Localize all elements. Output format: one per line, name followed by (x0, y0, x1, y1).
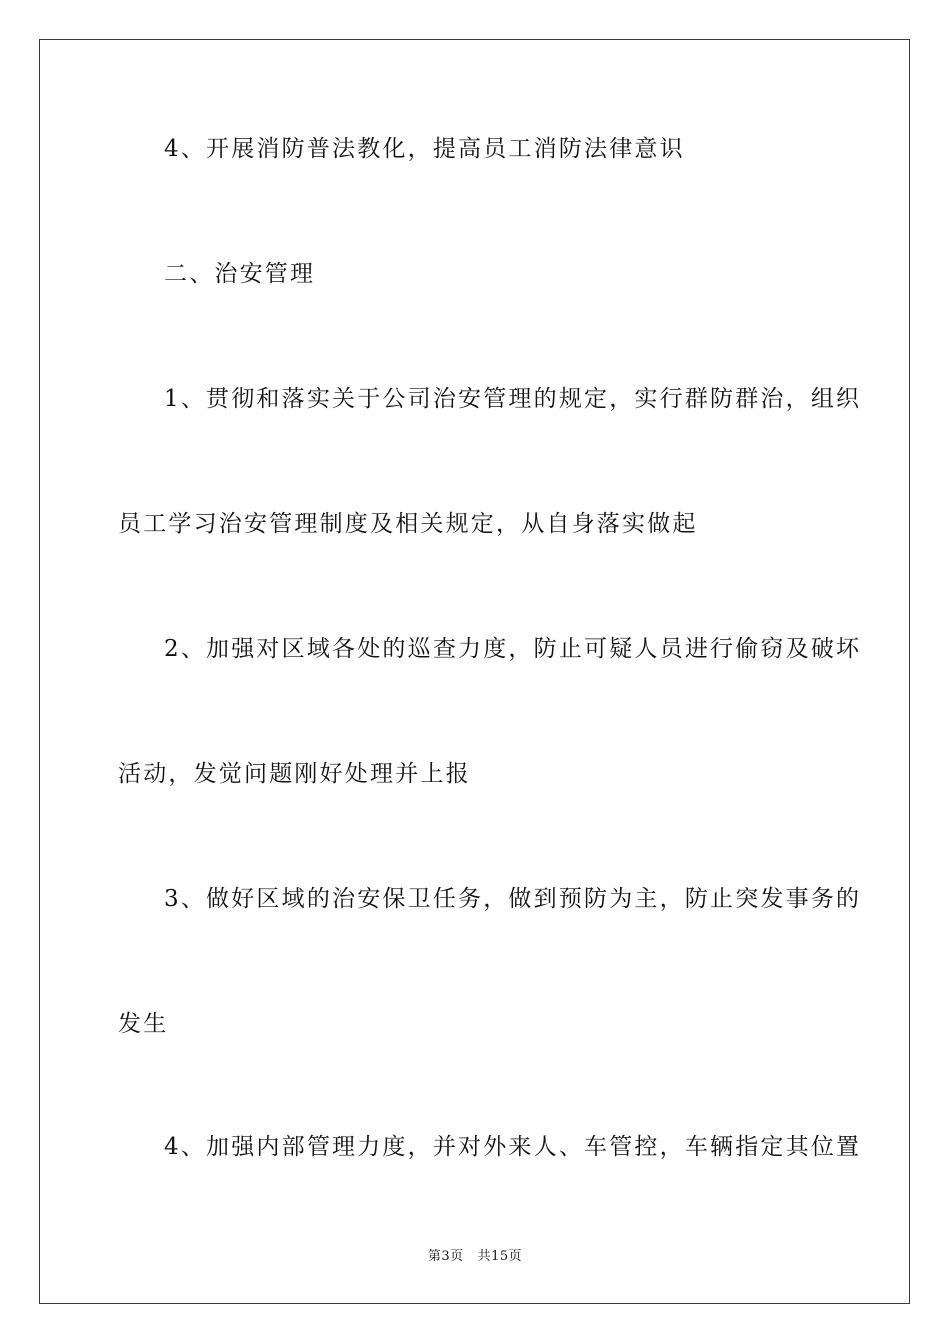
paragraph-line: 活动，发觉问题刚好处理并上报 (118, 761, 471, 787)
paragraph-line: 3、做好区域的治安保卫任务，做到预防为主，防止突发事务的 (164, 886, 862, 912)
paragraph-line: 1、贯彻和落实关于公司治安管理的规定，实行群防群治，组织 (164, 386, 862, 412)
page-total: 共15页 (477, 1249, 523, 1264)
paragraph-line: 4、加强内部管理力度，并对外来人、车管控，车辆指定其位置 (164, 1134, 862, 1160)
page-footer (0, 1248, 950, 1266)
page-number: 第3页 (427, 1249, 464, 1264)
paragraph-line: 2、加强对区域各处的巡查力度，防止可疑人员进行偷窃及破坏 (164, 636, 862, 662)
paragraph-line: 发生 (118, 1011, 169, 1037)
section-heading: 二、治安管理 (164, 261, 316, 287)
paragraph-line: 4、开展消防普法教化，提高员工消防法律意识 (164, 136, 685, 162)
paragraph-line: 员工学习治安管理制度及相关规定，从自身落实做起 (118, 511, 698, 537)
page-border (39, 39, 910, 1304)
